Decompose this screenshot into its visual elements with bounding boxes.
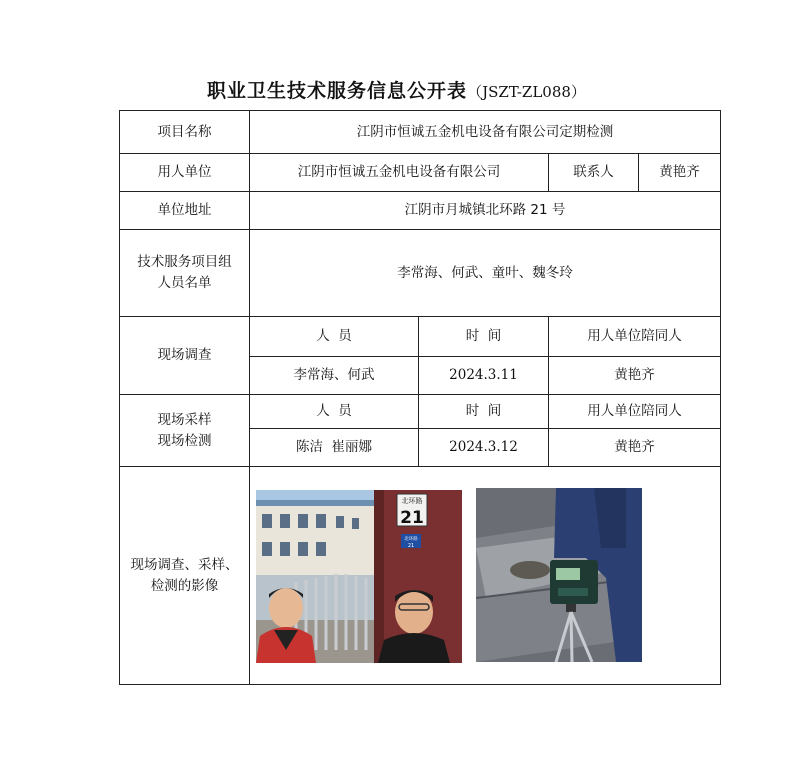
photo-area	[250, 468, 720, 684]
sampling-time: 2024.3.12	[419, 429, 549, 467]
site-photo-sampling	[476, 488, 642, 662]
sign-small-street: 北环路	[404, 536, 418, 542]
team-value: 李常海、何武、童叶、魏冬玲	[250, 230, 721, 317]
sampling-person: 陈洁 崔丽娜	[250, 429, 419, 467]
images-cell	[250, 467, 721, 685]
sampling-label-line-2: 现场检测	[157, 432, 212, 449]
address-label: 单位地址	[120, 192, 250, 230]
sampling-col-time: 时 间	[419, 395, 549, 429]
team-label	[120, 230, 250, 317]
form-code: （JSZT-ZL088）	[467, 83, 586, 101]
survey-label: 现场调查	[120, 317, 250, 395]
team-label-line-2: 人员名单	[157, 275, 212, 291]
survey-escort: 黄艳齐	[549, 357, 721, 395]
images-label-line-2: 检测的影像	[150, 577, 219, 594]
contact-label: 联系人	[549, 154, 639, 192]
employer-label: 用人单位	[120, 154, 250, 192]
sign-small-number: 21	[407, 542, 415, 549]
contact-value: 黄艳齐	[639, 154, 721, 192]
site-photo-gate	[256, 490, 462, 663]
sampling-col-person: 人 员	[250, 395, 419, 429]
sampling-label	[120, 395, 250, 467]
images-label-line-1: 现场调查、采样、	[130, 556, 239, 573]
sampling-escort: 黄艳齐	[549, 429, 721, 467]
row-project	[120, 111, 721, 154]
sampling-label-line-1: 现场采样	[157, 411, 212, 428]
employer-value: 江阴市恒诚五金机电设备有限公司	[250, 154, 549, 192]
sign-street: 北环路	[401, 496, 423, 505]
team-label-line-1: 技术服务项目组	[137, 254, 232, 271]
row-sampling-header	[120, 395, 721, 429]
form-title	[0, 76, 793, 103]
row-survey-header	[120, 317, 721, 357]
survey-time: 2024.3.11	[419, 357, 549, 395]
survey-col-escort: 用人单位陪同人	[549, 317, 721, 357]
address-value: 江阴市月城镇北环路 21 号	[250, 192, 721, 230]
row-images	[120, 467, 721, 685]
sampling-col-escort: 用人单位陪同人	[549, 395, 721, 429]
survey-person: 李常海、何武	[250, 357, 419, 395]
row-employer	[120, 154, 721, 192]
row-address	[120, 192, 721, 230]
row-team	[120, 230, 721, 317]
survey-col-person: 人 员	[250, 317, 419, 357]
images-label	[120, 467, 250, 685]
project-value: 江阴市恒诚五金机电设备有限公司定期检测	[250, 111, 721, 154]
info-table	[119, 110, 721, 685]
title-text: 职业卫生技术服务信息公开表	[207, 80, 468, 102]
project-label: 项目名称	[120, 111, 250, 154]
sign-number: 21	[400, 507, 424, 528]
survey-col-time: 时 间	[419, 317, 549, 357]
